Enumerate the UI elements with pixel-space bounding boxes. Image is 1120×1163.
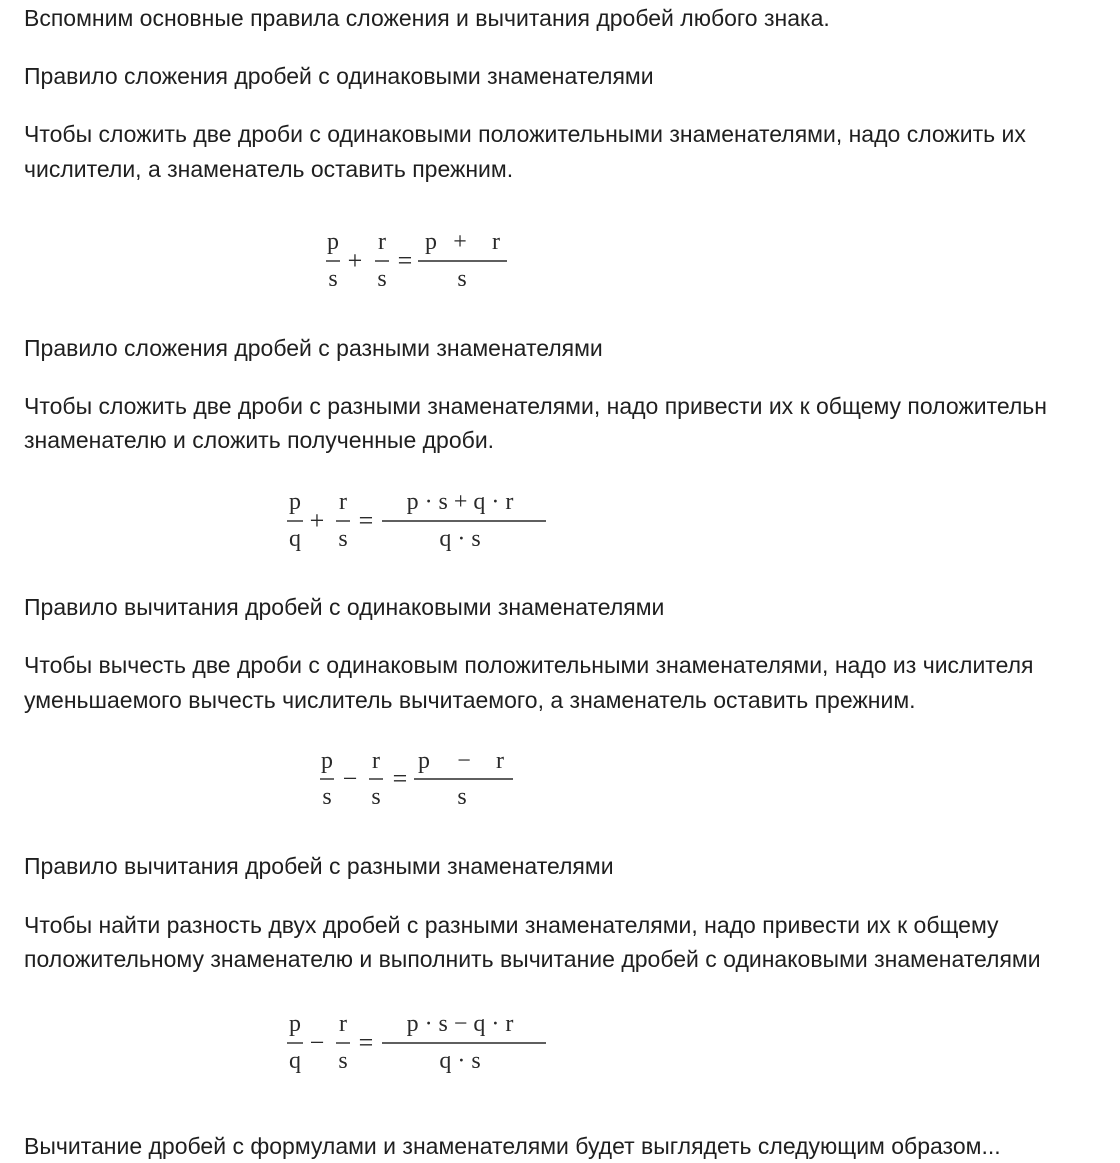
result-denominator: s (457, 266, 467, 292)
minus-operator: − (309, 1028, 325, 1057)
fraction-a-denominator: s (328, 266, 338, 292)
formula-subtraction-same-denominators (316, 744, 526, 819)
result-numerator-operator: + (453, 229, 467, 255)
fraction-b-denominator: s (377, 266, 387, 292)
result-numerator-operator: − (457, 748, 471, 774)
heading-subtraction-same-denominators: Правило вычитания дробей с одинаковыми знаменателями (24, 594, 665, 620)
result-denominator: q · s (439, 526, 481, 552)
plus-operator: + (309, 506, 325, 535)
result-numerator-term: p (425, 229, 437, 255)
result-numerator: p · s − q · r (406, 1011, 514, 1037)
formula-addition-same-denominators (320, 226, 520, 301)
intro-text: Вспомним основные правила сложения и вычитания дробей любого знака. (24, 5, 830, 31)
fraction-b-denominator: s (338, 526, 348, 552)
plus-operator: + (347, 246, 363, 275)
equals-sign: = (358, 1028, 374, 1057)
minus-operator: − (342, 764, 358, 793)
fraction-a-denominator: q (289, 526, 301, 552)
result-denominator: q · s (439, 1048, 481, 1074)
equals-sign: = (358, 506, 374, 535)
heading-addition-same-denominators: Правило сложения дробей с одинаковыми знаменателями (24, 63, 654, 89)
rule-text-line: уменьшаемого вычесть числитель вычитаемого, а знаменатель оставить прежним. (24, 687, 916, 713)
formula-addition-different-denominators (284, 484, 554, 561)
rule-text-line: Чтобы сложить две дроби с одинаковыми положительными знаменателями, надо сложить их (24, 121, 1026, 147)
fraction-b-numerator: r (372, 748, 380, 774)
fraction-a-denominator: s (322, 784, 332, 810)
rule-text-line: числители, а знаменатель оставить прежним. (24, 156, 514, 182)
fraction-b-numerator: r (339, 489, 347, 515)
heading-subtraction-different-denominators: Правило вычитания дробей с разными знаменателями (24, 853, 614, 879)
fraction-a-numerator: p (327, 229, 339, 255)
fraction-a-denominator: q (289, 1048, 301, 1074)
fraction-b-numerator: r (339, 1011, 347, 1037)
result-numerator-term: r (492, 229, 500, 255)
fraction-b-denominator: s (338, 1048, 348, 1074)
fraction-a-numerator: p (289, 1011, 301, 1037)
formula-subtraction-different-denominators (284, 1006, 554, 1083)
rule-text-line: Чтобы сложить две дроби с разными знаменателями, надо привести их к общему положительн (24, 393, 1047, 419)
fraction-b-denominator: s (371, 784, 381, 810)
rule-text-line: знаменателю и сложить полученные дроби. (24, 427, 495, 453)
result-numerator-term: r (496, 748, 504, 774)
result-numerator-term: p (418, 748, 430, 774)
fraction-a-numerator: p (321, 748, 333, 774)
equals-sign: = (392, 764, 408, 793)
equals-sign: = (397, 246, 413, 275)
fraction-b-numerator: r (378, 229, 386, 255)
fraction-a-numerator: p (289, 489, 301, 515)
rule-text-line: Чтобы вычесть две дроби с одинаковым положительными знаменателями, надо из числителя (24, 652, 1034, 678)
heading-addition-different-denominators: Правило сложения дробей с разными знаменателями (24, 335, 603, 361)
result-numerator: p · s + q · r (406, 489, 514, 515)
result-denominator: s (457, 784, 467, 810)
cut-off-text-line: Вычитание дробей с формулами и знаменателями будет выглядеть следующим образом... (24, 1133, 1001, 1159)
rule-text-line: положительному знаменателю и выполнить вычитание дробей с одинаковыми знаменателями (24, 946, 1041, 972)
rule-text-line: Чтобы найти разность двух дробей с разными знаменателями, надо привести их к общему (24, 912, 999, 938)
